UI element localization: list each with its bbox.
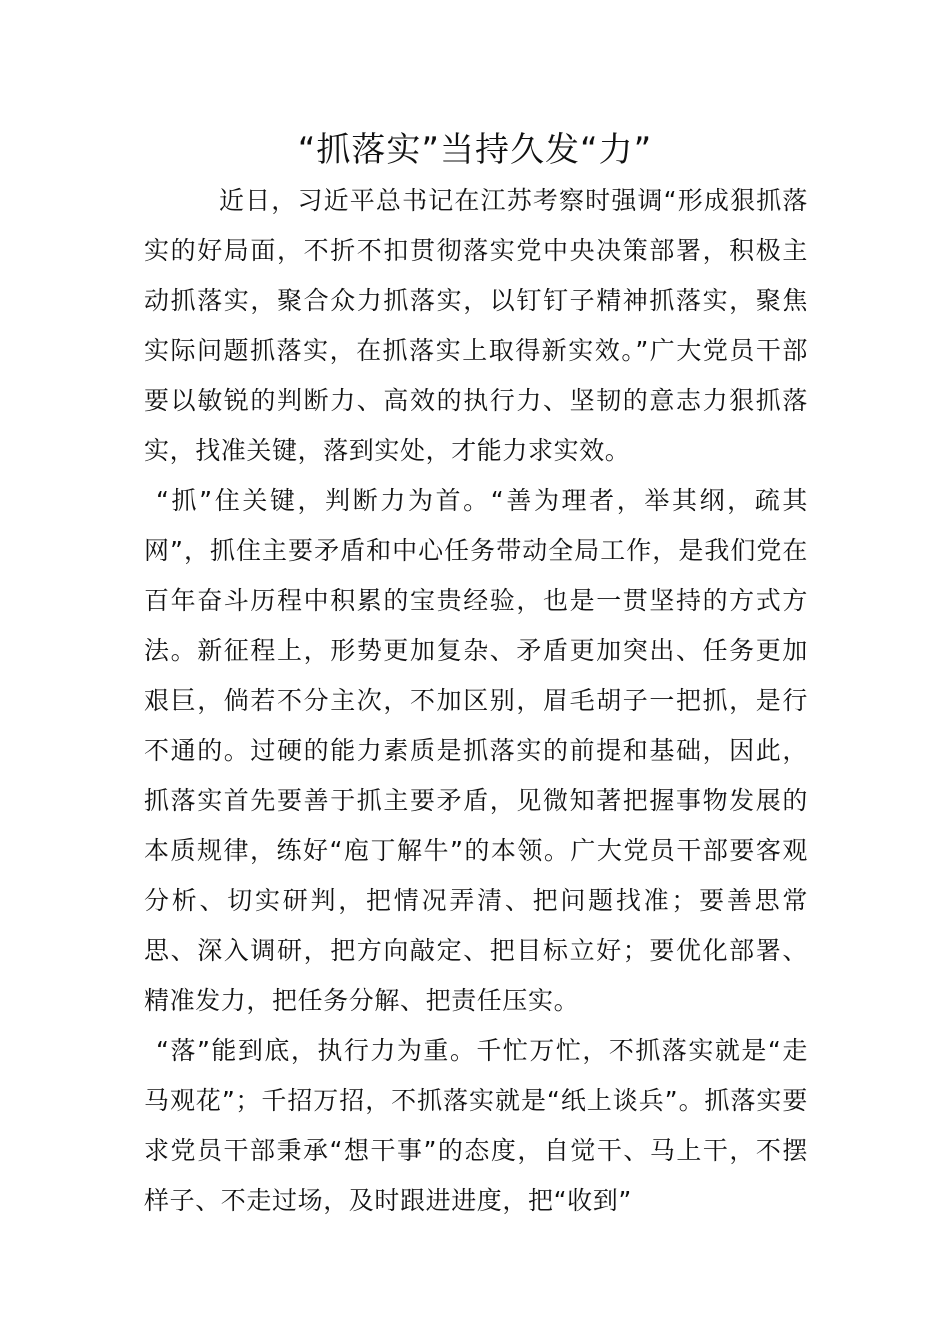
- document-title: “抓落实”当持久发“力”: [297, 130, 653, 170]
- paragraph-judgment: “抓”住关键，判断力为首。“善为理者，举其纲，疏其网”，抓住主要矛盾和中心任务带动全局工作，是我们党在百年奋斗历程中积累的宝贵经验，也是一贯坚持的方式方法。新征程上，形势更加复杂、矛盾更加突出、任务更加艰巨，倘若不分主次，不加区别，眉毛胡子一把抓，是行不通的。过硬的能力素质是抓落实的前提和基础，因此，抓落实首先要善于抓主要矛盾，见微知著把握事物发展的本质规律，练好“庖丁解牛”的本领。广大党员干部要客观分析、切实研判，把情况弄清、把问题找准；要善思常思、深入调研，把方向敲定、把目标立好；要优化部署、精准发力，把任务分解、把责任压实。: [144, 486, 808, 1015]
- paragraph-intro: 近日，习近平总书记在江苏考察时强调“形成狠抓落实的好局面，不折不扣贯彻落实党中央决策部署，积极主动抓落实，聚合众力抓落实，以钉钉子精神抓落实，聚焦实际问题抓落实，在抓落实上取得新实效。”广大党员干部要以敏锐的判断力、高效的执行力、坚韧的意志力狠抓落实，找准关键，落到实处，才能力求实效。: [144, 186, 808, 465]
- paragraph-execution: “落”能到底，执行力为重。千忙万忙，不抓落实就是“走马观花”；千招万招，不抓落实就是“纸上谈兵”。抓落实要求党员干部秉承“想干事”的态度，自觉干、马上干，不摆样子、不走过场，及时跟进进度，把“收到”: [144, 1036, 808, 1215]
- document-body: [144, 176, 808, 1226]
